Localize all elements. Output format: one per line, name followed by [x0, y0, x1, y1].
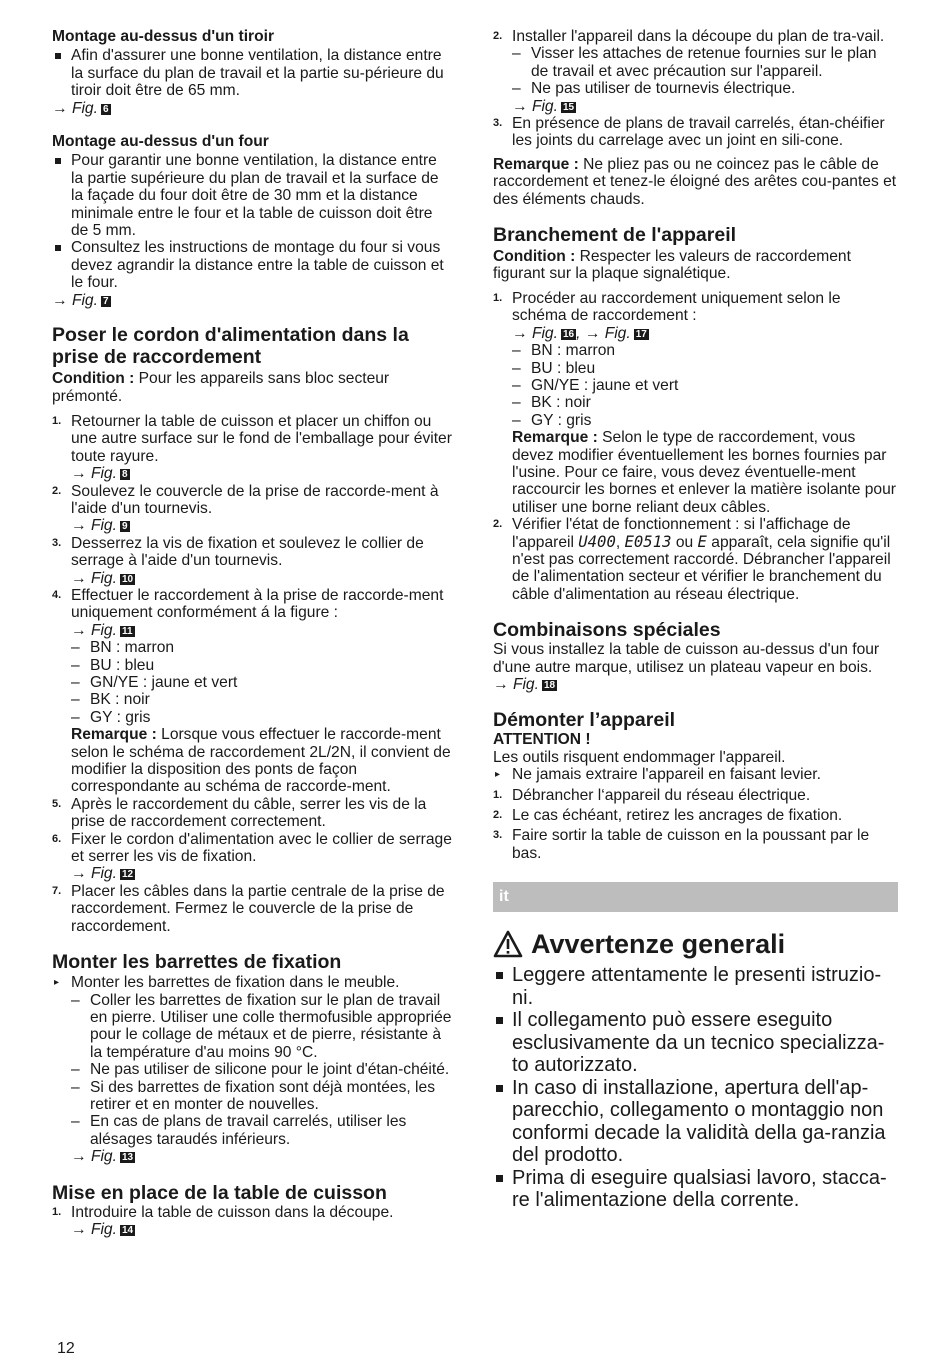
- condition-label: Condition :: [493, 248, 576, 266]
- step-number: 3.: [52, 536, 62, 549]
- list-item: Leggere attentamente le presenti istruzio-ni.: [493, 964, 898, 1009]
- list-item: Prima di eseguire qualsiasi lavoro, stacca-re l'alimentazione della corrente.: [493, 1167, 898, 1212]
- fig-label: Fig.: [90, 517, 117, 535]
- dash-text: Si des barrettes de fixation sont déjà montées, les retirer et en monter de nouvelles.: [90, 1078, 435, 1113]
- attention-label: ATTENTION !: [493, 731, 591, 749]
- note-label: Remarque :: [71, 726, 157, 744]
- step-number: 3.: [493, 829, 503, 842]
- action-text: Monter les barrettes de fixation dans le meuble.: [71, 974, 400, 992]
- fig-label: Fig.: [90, 1148, 117, 1166]
- step-item: [52, 796, 452, 831]
- dash-item: – En cas de plans de travail carrelés, utiliser les alésages taraudés inférieurs.: [71, 1113, 407, 1148]
- section-heading: Poser le cordon d'alimentation dans la prise de raccordement: [52, 324, 409, 369]
- fig-number: 15: [562, 101, 575, 113]
- fig-number: 13: [121, 1152, 134, 1164]
- separator: ,: [615, 533, 621, 551]
- step-number: 4.: [52, 588, 62, 601]
- dash-list: [52, 992, 452, 1166]
- dash-text: Ne pas utiliser de silicone pour le joint d'étan-chéité.: [90, 1061, 450, 1079]
- dash-item: – Si des barrettes de fixation sont déjà montées, les retirer et en monter de nouvelles.: [71, 1078, 435, 1113]
- step-item: [52, 587, 452, 796]
- dash-item: – Ne pas utiliser de silicone pour le joint d'étan-chéité.: [71, 1061, 450, 1079]
- fig-label: Fig.: [90, 569, 117, 587]
- it-heading: [493, 928, 898, 960]
- fig-number: 17: [635, 328, 647, 340]
- dash-item: – Visser les attaches de retenue fournies sur le plan de travail et avec précaution sur l'appareil.: [512, 45, 877, 80]
- step-number: 5.: [52, 797, 62, 810]
- step-item: [493, 290, 898, 516]
- figure-reference: → Fig. 15: [512, 97, 575, 115]
- wire-text: GY : gris: [531, 411, 592, 429]
- note-text: Ne pliez pas ou ne coincez pas le câble de raccordement et tenez-le éloigné des arêtes cou-pantes et des éléments chauds.: [493, 155, 897, 208]
- language-bar: it: [493, 882, 898, 912]
- step-number: 3.: [493, 117, 503, 130]
- wire-text: BU : bleu: [531, 359, 596, 377]
- condition-label: Condition :: [52, 370, 135, 388]
- fig-label: Fig.: [90, 465, 117, 483]
- fig-number: 11: [121, 625, 133, 637]
- fig-number: 7: [102, 295, 109, 307]
- step-text: Desserrez la vis de fixation et soulevez le collier de serrage à l'aide d'un tournevis.: [71, 534, 424, 570]
- bullet-list: [52, 152, 452, 291]
- dash-item: – Ne pas utiliser de tournevis électrique.: [512, 80, 796, 98]
- figure-reference: → Fig. 7: [52, 291, 109, 309]
- fig-number: 8: [121, 469, 128, 481]
- step-text: Soulevez le couvercle de la prise de raccorde-ment à l'aide d'un tournevis.: [71, 482, 439, 517]
- wire-item: – GN/YE : jaune et vert: [71, 674, 238, 691]
- step-item: [493, 516, 898, 603]
- note-text: Selon le type de raccordement, vous devez modifier éventuellement les bornes fournies par l'usine. Pour ce faire, vous devez éventuelle-ment raccourcir les bornes et enlever la matière isolante pour utiliser une borne reliant deux câbles.: [512, 429, 896, 516]
- display-code: E0513: [624, 532, 672, 551]
- left-column: [52, 28, 452, 1238]
- wire-item: – GN/YE : jaune et vert: [512, 376, 679, 394]
- figure-reference: → Fig. 10: [71, 569, 134, 587]
- wire-item: – BN : marron: [512, 342, 616, 360]
- step-item: [52, 535, 452, 587]
- dash-text: Coller les barrettes de fixation sur le plan de travail en pierre. Utiliser une colle thermofusible appropriée pour le collage de métaux et de pierre, résistante à la température d'au moins 90 °C.: [90, 991, 452, 1061]
- step-number: 1.: [493, 788, 503, 801]
- list-item: Il collegamento può essere eseguito esclusivamente da un tecnico specializza-to autorizzato.: [493, 1009, 898, 1077]
- section-heading: Branchement de l'appareil: [493, 224, 737, 247]
- fig-label: Fig.: [604, 324, 631, 342]
- condition: [493, 248, 898, 283]
- step-number: 2.: [52, 484, 62, 497]
- fig-number: 18: [543, 680, 556, 691]
- step-text: Vérifier l'état de fonctionnement : si l'affichage de l'appareil: [512, 516, 851, 551]
- step-text: Faire sortir la table de cuisson en la poussant par le bas.: [512, 827, 870, 862]
- wire-item: – BK : noir: [71, 691, 150, 709]
- section-heading: Monter les barrettes de fixation: [52, 951, 342, 974]
- step-text: Placer les câbles dans la partie centrale de la prise de raccordement. Fermez le couvercle de la prise de raccordement.: [71, 882, 445, 935]
- step-text: Le cas échéant, retirez les ancrages de fixation.: [512, 807, 843, 825]
- condition-text: Respecter les valeurs de raccordement figurant sur la plaque signalétique.: [493, 248, 851, 283]
- step-item: [493, 827, 898, 862]
- figure-reference: → Fig. 8: [71, 465, 128, 483]
- section-heading: Démonter l’appareil: [493, 709, 676, 732]
- wire-text: BK : noir: [531, 394, 591, 412]
- bullet-list: [52, 47, 452, 99]
- step-item: [493, 807, 898, 824]
- step-list: [52, 413, 452, 935]
- step-item: [52, 483, 452, 535]
- it-title: Avvertenze generali: [531, 929, 786, 960]
- wire-item: – GY : gris: [512, 411, 592, 429]
- wire-item: – BK : noir: [512, 394, 591, 412]
- action-item: [52, 974, 452, 991]
- condition: [52, 370, 452, 405]
- step-text: Fixer le cordon d'alimentation avec le collier de serrage et serrer les vis de fixation.: [71, 830, 452, 866]
- dash-text: Visser les attaches de retenue fournies sur le plan de travail et avec précaution sur l'appareil.: [531, 45, 877, 80]
- figure-reference: → Fig. 18: [493, 676, 556, 693]
- step-item: [52, 883, 452, 935]
- wire-item: – BU : bleu: [71, 656, 155, 674]
- step-text: Installer l'appareil dans la découpe du plan de tra-vail.: [512, 28, 885, 45]
- wire-text: BK : noir: [90, 691, 150, 709]
- wire-text: BN : marron: [90, 639, 175, 657]
- section-title: Montage au-dessus d'un four: [52, 133, 269, 151]
- action-item: [493, 766, 898, 783]
- fig-label: Fig.: [531, 97, 558, 115]
- note: [512, 429, 898, 516]
- page-number: 12: [57, 1340, 75, 1357]
- section-heading: Combinaisons spéciales: [493, 619, 721, 642]
- warning-text: Les outils risquent endommager l'appareil.: [493, 748, 786, 766]
- warning-icon: [493, 930, 523, 958]
- fig-number: 14: [121, 1224, 134, 1236]
- note: [493, 156, 898, 208]
- figure-reference: → Fig. 13: [71, 1148, 134, 1166]
- section-heading: Mise en place de la table de cuisson: [52, 1181, 387, 1204]
- step-text: Retourner la table de cuisson et placer un chiffon ou une autre surface sur le fond de l'emballage pour éviter toute rayure.: [71, 412, 452, 465]
- wire-text: GN/YE : jaune et vert: [90, 674, 238, 691]
- step-text: Introduire la table de cuisson dans la découpe.: [71, 1203, 394, 1221]
- dash-item: – Coller les barrettes de fixation sur le plan de travail en pierre. Utiliser une colle thermofusible appropriée pour le collage de métaux et de pierre, résistante à la température d'au moins 90 °C.: [71, 991, 452, 1061]
- step-text: Débrancher l‘appareil du réseau électrique.: [512, 786, 811, 804]
- list-item: Pour garantir une bonne ventilation, la distance entre la partie supérieure du plan de travail et la surface de la façade du four doit être de 30 mm et la distance minimale entre le four et la table de cuisson doit être de 5 mm.: [52, 152, 452, 239]
- list-item: Consultez les instructions de montage du four si vous devez agrandir la distance entre la table de cuisson et le four.: [52, 239, 452, 291]
- triangle-icon: ▸: [495, 769, 501, 781]
- step-item: [52, 1204, 452, 1239]
- step-list: [493, 787, 898, 863]
- figure-reference: → Fig. 11: [71, 621, 133, 639]
- fig-number: 9: [121, 521, 128, 533]
- fig-number: 10: [121, 573, 134, 585]
- wire-text: BN : marron: [531, 342, 616, 360]
- right-column: [493, 28, 898, 1212]
- note-text: Lorsque vous effectuer le raccorde-ment selon le schéma de raccordement 2L/2N, il convient de modifier la disposition des ponts de façon correspondante au schéma de raccorde-ment.: [71, 726, 451, 796]
- wire-text: GY : gris: [90, 708, 151, 726]
- fig-label: Fig.: [90, 865, 117, 883]
- figure-reference: → Fig. 16 , → Fig. 17: [512, 324, 647, 342]
- step-number: 2.: [493, 518, 503, 531]
- display-code: E: [697, 532, 707, 551]
- fig-label: Fig.: [531, 324, 558, 342]
- note: [71, 726, 452, 796]
- note-label: Remarque :: [512, 429, 598, 447]
- step-text: En présence de plans de travail carrelés, étan-chéifier les joints du carrelage avec un joint en sili-cone.: [512, 115, 885, 150]
- paragraph: Si vous installez la table de cuisson au-dessus d'un four d'une autre marque, utilisez un plateau vapeur en bois.: [493, 641, 880, 676]
- fig-label: Fig.: [512, 676, 539, 693]
- step-item: [493, 28, 898, 115]
- action-text: Ne jamais extraire l'appareil en faisant levier.: [512, 766, 821, 784]
- step-number: 2.: [493, 809, 503, 822]
- figure-reference: → Fig. 6: [52, 99, 109, 117]
- dash-text: En cas de plans de travail carrelés, utiliser les alésages taraudés inférieurs.: [90, 1113, 407, 1148]
- step-text: Après le raccordement du câble, serrer les vis de la prise de raccordement correctement.: [71, 795, 427, 831]
- step-item: [493, 115, 898, 150]
- step-number: 1.: [52, 414, 62, 427]
- step-number: 1.: [493, 291, 503, 304]
- wire-item: – BN : marron: [71, 639, 175, 657]
- section-title: Montage au-dessus d'un tiroir: [52, 28, 275, 45]
- dash-text: Ne pas utiliser de tournevis électrique.: [531, 80, 796, 98]
- condition-text: Pour les appareils sans bloc secteur prémonté.: [52, 370, 390, 405]
- list-item: In caso di installazione, apertura dell'ap-parecchio, collegamento o montaggio non conformi decade la validità della ga-ranzia del prodotto.: [493, 1077, 898, 1167]
- fig-separator: ,: [576, 324, 581, 342]
- step-number: 1.: [52, 1205, 62, 1218]
- step-text: apparaît, cela signifie qu'il n'est pas correctement raccordé. Débrancher l'appareil de l'alimentation secteur et vérifier le branchement du câble d'alimentation au réseau électrique.: [512, 533, 891, 603]
- figure-reference: → Fig. 9: [71, 517, 128, 535]
- step-number: 2.: [493, 30, 503, 42]
- figure-reference: → Fig. 14: [71, 1220, 134, 1238]
- list-item: Afin d'assurer une bonne ventilation, la distance entre la surface du plan de travail et la partie su-périeure du tiroir doit être de 65 mm.: [52, 47, 452, 99]
- fig-label: Fig.: [90, 621, 117, 639]
- conjunction: ou: [675, 533, 694, 551]
- fig-number: 12: [121, 869, 134, 881]
- it-bullet-list: [493, 964, 898, 1212]
- step-item: [52, 831, 452, 883]
- wire-text: GN/YE : jaune et vert: [531, 376, 679, 394]
- figure-reference: → Fig. 12: [71, 865, 134, 883]
- step-item: [493, 787, 898, 804]
- fig-number: 6: [102, 103, 109, 115]
- step-text: Effectuer le raccordement à la prise de raccorde-ment uniquement conformément á la figure :: [71, 586, 444, 622]
- fig-label: Fig.: [71, 99, 98, 117]
- triangle-icon: ▸: [54, 977, 60, 989]
- wire-item: – BU : bleu: [512, 359, 596, 377]
- step-item: [52, 413, 452, 483]
- fig-label: Fig.: [90, 1220, 117, 1238]
- display-code: U400: [578, 532, 616, 551]
- step-number: 6.: [52, 832, 62, 845]
- fig-number: 16: [562, 328, 575, 340]
- wire-text: BU : bleu: [90, 656, 155, 674]
- wire-item: – GY : gris: [71, 708, 151, 726]
- step-number: 7.: [52, 884, 62, 897]
- note-label: Remarque :: [493, 155, 579, 173]
- fig-label: Fig.: [71, 291, 98, 309]
- step-text: Procéder au raccordement uniquement selon le schéma de raccordement :: [512, 289, 841, 325]
